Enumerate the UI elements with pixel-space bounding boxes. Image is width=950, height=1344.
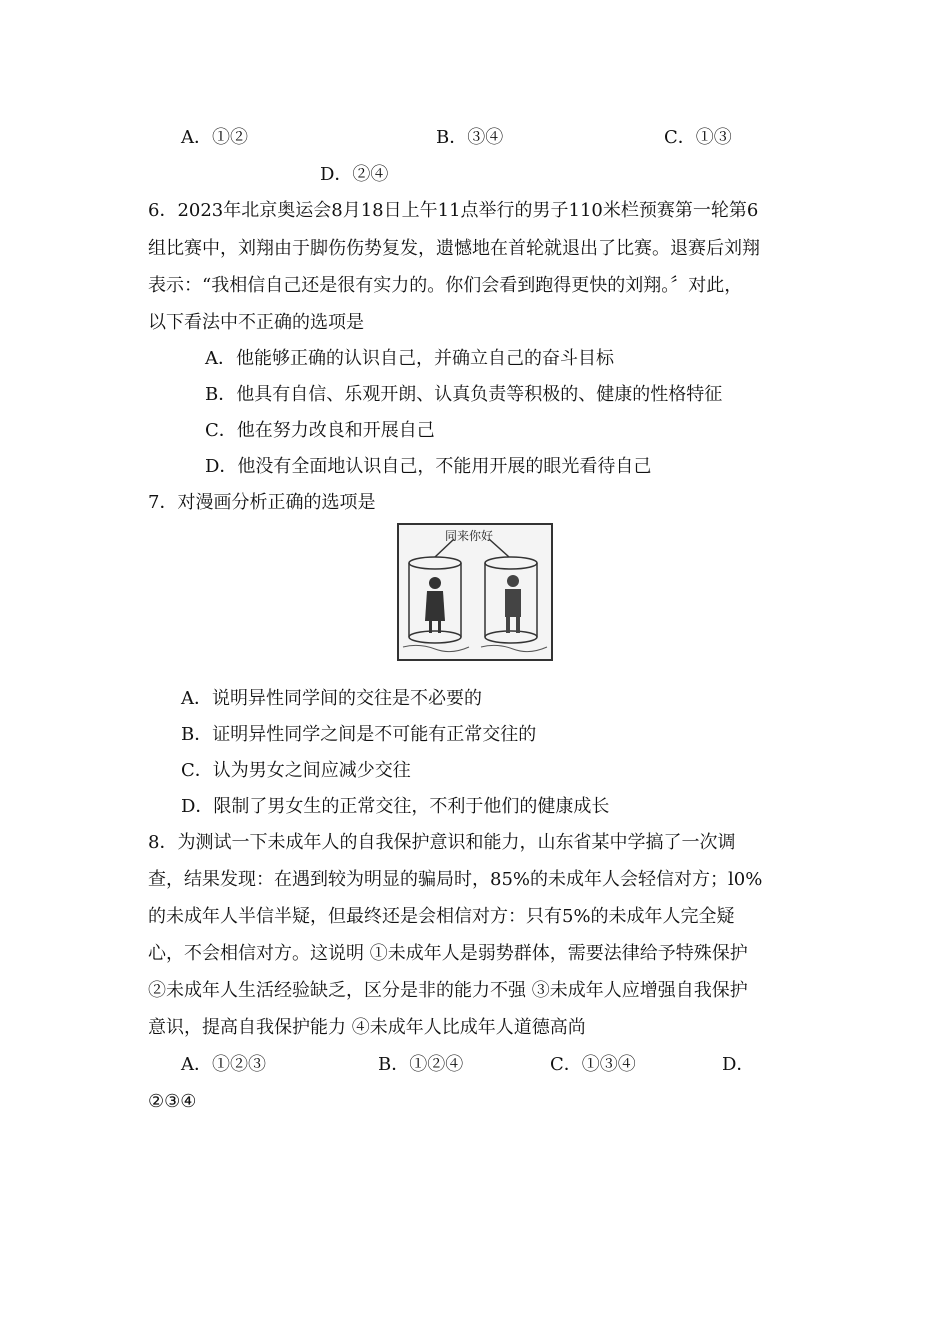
q8-stem-line-2: 查，结果发现：在遇到较为明显的骗局时，85%的未成年人会轻信对方；l0% xyxy=(148,869,763,890)
q8-option-c: C．①③④ xyxy=(550,1054,636,1075)
q6-stem-line-4: 以下看法中不正确的选项是 xyxy=(148,312,364,333)
q6-option-c: C．他在努力改良和开展自己 xyxy=(205,420,435,441)
q6-option-a: A．他能够正确的认识自己，并确立自己的奋斗目标 xyxy=(205,348,614,369)
q5-option-d: D．②④ xyxy=(320,164,389,185)
q7-stem: 7．对漫画分析正确的选项是 xyxy=(148,492,376,513)
q6-stem-line-2: 组比赛中，刘翔由于脚伤伤势复发，遗憾地在首轮就退出了比赛。退赛后刘翔 xyxy=(148,238,760,259)
q8-stem-line-3: 的未成年人半信半疑，但最终还是会相信对方：只有5%的未成年人完全疑 xyxy=(148,906,735,927)
q7-option-d: D．限制了男女生的正常交往，不利于他们的健康成长 xyxy=(181,796,610,817)
q8-stem-line-4: 心，不会相信对方。这说明 ①未成年人是弱势群体，需要法律给予特殊保护 xyxy=(148,943,748,964)
q8-option-b: B．①②④ xyxy=(378,1054,464,1075)
q8-option-d-label: D． xyxy=(722,1054,755,1075)
q7-option-a: A．说明异性同学间的交往是不必要的 xyxy=(181,688,482,709)
q5-option-b: B．③④ xyxy=(436,127,504,148)
q8-stem-line-6: 意识，提高自我保护能力 ④未成年人比成年人道德高尚 xyxy=(148,1017,586,1038)
q6-option-b: B．他具有自信、乐观开朗、认真负责等积极的、健康的性格特征 xyxy=(205,384,723,405)
comic-illustration xyxy=(399,525,551,659)
comic-title: 同来你好 xyxy=(445,529,494,543)
q8-stem-line-5: ②未成年人生活经验缺乏，区分是非的能力不强 ③未成年人应增强自我保护 xyxy=(148,980,748,1001)
q5-option-c: C．①③ xyxy=(664,127,732,148)
q8-option-d-value: ②③④ xyxy=(148,1091,197,1112)
q7-option-c: C．认为男女之间应减少交往 xyxy=(181,760,411,781)
q5-option-a: A．①② xyxy=(181,127,248,148)
q6-option-d: D．他没有全面地认识自己，不能用开展的眼光看待自己 xyxy=(205,456,652,477)
q8-option-a: A．①②③ xyxy=(181,1054,266,1075)
q6-stem-line-3: 表示：“我相信自己还是很有实力的。你们会看到跑得更快的刘翔。〞对此， xyxy=(148,275,743,296)
q8-stem-line-1: 8．为测试一下未成年人的自我保护意识和能力，山东省某中学搞了一次调 xyxy=(148,832,736,853)
q6-stem-line-1: 6．2023年北京奥运会8月18日上午11点举行的男子110米栏预赛第一轮第6 xyxy=(148,200,759,221)
q7-option-b: B．证明异性同学之间是不可能有正常交往的 xyxy=(181,724,537,745)
q7-comic-image xyxy=(397,523,553,661)
